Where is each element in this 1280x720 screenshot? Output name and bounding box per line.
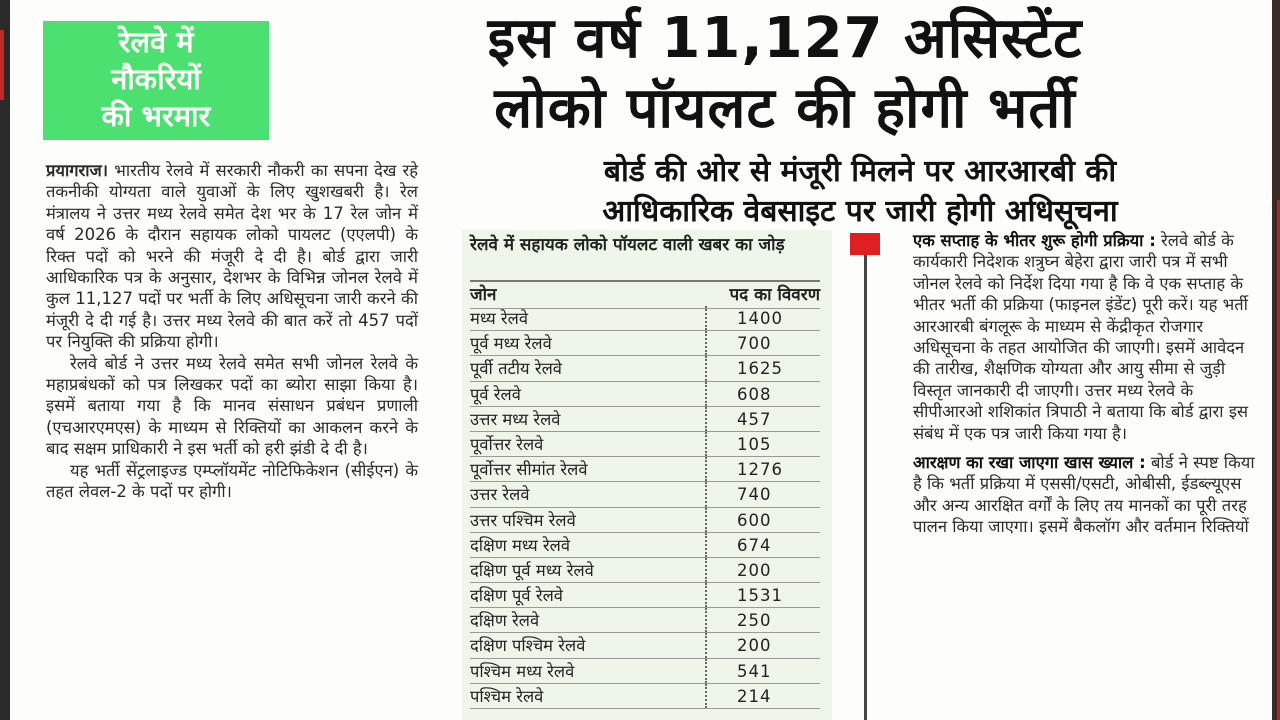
zone-cell: दक्षिण मध्य रेलवे <box>470 533 707 557</box>
posts-cell: 608 <box>737 384 772 404</box>
left-edge-strip <box>0 0 10 720</box>
zone-cell: दक्षिण पूर्व रेलवे <box>470 583 707 607</box>
posts-cell: 1625 <box>737 359 783 379</box>
zone-cell: पूर्वोत्तर सीमांत रेलवे <box>470 457 707 481</box>
table-row <box>470 356 820 381</box>
posts-cell: 200 <box>737 560 772 580</box>
table-row <box>470 382 820 407</box>
posts-cell: 1531 <box>737 586 783 606</box>
column-divider <box>864 255 867 720</box>
posts-cell: 541 <box>737 661 772 681</box>
posts-cell: 1400 <box>737 309 783 328</box>
table-row <box>470 558 820 583</box>
zone-cell: पूर्वोत्तर रेलवे <box>470 432 707 456</box>
posts-cell: 674 <box>737 535 772 555</box>
zone-cell: पश्चिम मध्य रेलवे <box>470 659 707 683</box>
table-row <box>470 608 820 633</box>
badge-line: नौकरियों <box>111 62 201 96</box>
table-row <box>470 482 820 507</box>
table-row <box>470 306 820 331</box>
zone-cell: पूर्वी तटीय रेलवे <box>470 356 707 380</box>
posts-cell: 105 <box>737 434 772 454</box>
header-zone: जोन <box>470 285 497 305</box>
right-article-column <box>913 230 1263 546</box>
zone-cell: पूर्व मध्य रेलवे <box>470 331 707 355</box>
zone-cell: दक्षिण रेलवे <box>470 608 707 632</box>
table-row <box>470 633 820 658</box>
header-posts: पद का विवरण <box>729 285 820 305</box>
section-2-heading: आरक्षण का रखा जाएगा खास ख्याल : <box>913 453 1146 473</box>
badge-line: रेलवे में <box>118 25 194 59</box>
table-row <box>470 583 820 608</box>
paragraph-2: रेलवे बोर्ड ने उत्तर मध्य रेलवे समेत सभी जोनल रेलवे के महाप्रबंधकों को पत्र लिखकर पदों का ब्योरा साझा किया है। इसमें बताया गया है कि मानव संसाधन प्रबंधन प्रणाली (एचआरएमएस) के माध्यम से रिक्तियों का आकलन करने के बाद सक्षम प्राधिकारी ने इस भर्ती को हरी झंडी दे दी है। <box>46 353 418 459</box>
red-marker <box>850 233 880 255</box>
zone-cell: उत्तर पश्चिम रेलवे <box>470 508 707 532</box>
posts-cell: 600 <box>737 510 772 530</box>
subheadline <box>460 152 1260 232</box>
section-1 <box>913 230 1263 444</box>
section-1-body: रेलवे बोर्ड के कार्यकारी निदेशक शत्रुघ्न बेहेरा द्वारा जारी पत्र में सभी जोनल रेलवे को निर्देश दिया गया है कि वे एक सप्ताह के भीतर भर्ती की प्रक्रिया (फाइनल इंडेंट) पूरी करें। यह भर्ती आरआरबी बंगलूरू के माध्यम से केंद्रीकृत रोजगार अधिसूचना के तहत आयोजित की जाएगी। इसमें आवेदन की तारीख, शैक्षणिक योग्यता और आयु सीमा से जुड़ी विस्तृत जानकारी दी जाएगी। उत्तर मध्य रेलवे के सीपीआरओ शशिकांत त्रिपाठी ने बताया कि बोर्ड द्वारा इस संबंध में एक पत्र जारी किया गया है। <box>913 231 1249 443</box>
zone-cell: पश्चिम रेलवे <box>470 684 707 708</box>
zone-cell: उत्तर रेलवे <box>470 482 707 506</box>
table-row <box>470 331 820 356</box>
zone-cell: उत्तर मध्य रेलवे <box>470 407 707 431</box>
table-header <box>470 280 820 309</box>
zone-cell: दक्षिण पश्चिम रेलवे <box>470 633 707 657</box>
table-row <box>470 508 820 533</box>
table-row <box>470 457 820 482</box>
left-edge-accent <box>0 30 4 100</box>
subhead-line-1: बोर्ड की ओर से मंजूरी मिलने पर आरआरबी की <box>603 154 1117 189</box>
section-2 <box>913 452 1263 538</box>
headline-line-1: इस वर्ष 11,127 असिस्टेंट <box>487 6 1083 71</box>
table-title: रेलवे में सहायक लोको पॉयलट वाली खबर का जोड़ <box>470 235 785 255</box>
paragraph-1 <box>46 160 418 353</box>
section-1-heading: एक सप्ताह के भीतर शुरू होगी प्रक्रिया : <box>913 231 1156 250</box>
table-row <box>470 684 820 709</box>
table-row <box>470 407 820 432</box>
posts-cell: 457 <box>737 409 772 429</box>
paragraph-1-text: भारतीय रेलवे में सरकारी नौकरी का सपना देख रहे तकनीकी योग्यता वाले युवाओं के लिए खुशखबरी है। रेल मंत्रालय ने उत्तर मध्य रेलवे समेत देश भर के 17 रेल जोन में वर्ष 2026 के दौरान सहायक लोको पायलट (एएलपी) के रिक्त पदों को भरने की मंजूरी दे दी है। बोर्ड द्वारा जारी आधिकारिक पत्र के अनुसार, देशभर के विभिन्न जोनल रेलवे में कुल 11,127 पदों पर भर्ती के लिए अधिसूचना जारी करने की मंजूरी दे दी गई है। उत्तर मध्य रेलवे की बात करें तो 457 पदों पर नियुक्ति की प्रक्रिया होगी। <box>46 161 418 352</box>
section-2-body: बोर्ड ने स्पष्ट किया है कि भर्ती प्रक्रिया में एससी/एसटी, ओबीसी, ईडब्ल्यूएस और अन्य आरक्षित वर्गों के लिए तय मानकों का पूरी तरह पालन किया जाएगा। इसमें बैकलॉग और वर्तमान रिक्तियों <box>913 453 1255 537</box>
subhead-line-2: आधिकारिक वेबसाइट पर जारी होगी अधिसूचना <box>602 194 1118 229</box>
headline-line-2: लोको पॉयलट की होगी भर्ती <box>494 76 1076 141</box>
table-body <box>470 306 820 709</box>
posts-cell: 250 <box>737 611 772 631</box>
posts-cell: 1276 <box>737 460 783 480</box>
badge-line: की भरमार <box>101 99 211 133</box>
zone-cell: पूर्व रेलवे <box>470 382 707 406</box>
table-row <box>470 432 820 457</box>
table-row <box>470 659 820 684</box>
zone-cell: दक्षिण पूर्व मध्य रेलवे <box>470 558 707 582</box>
section-badge <box>43 21 269 140</box>
zone-cell: मध्य रेलवे <box>470 306 707 330</box>
posts-cell: 700 <box>737 334 772 354</box>
posts-cell: 200 <box>737 636 772 656</box>
table-row <box>470 533 820 558</box>
paragraph-3: यह भर्ती सेंट्रलाइज्ड एम्प्लॉयमेंट नोटिफिकेशन (सीईएन) के तहत लेवल-2 के पदों पर होगी। <box>46 460 418 502</box>
posts-cell: 214 <box>737 686 772 706</box>
headline <box>300 4 1270 144</box>
left-article-column <box>46 160 418 503</box>
posts-cell: 740 <box>737 485 772 505</box>
dateline: प्रयागराज। <box>46 161 109 180</box>
